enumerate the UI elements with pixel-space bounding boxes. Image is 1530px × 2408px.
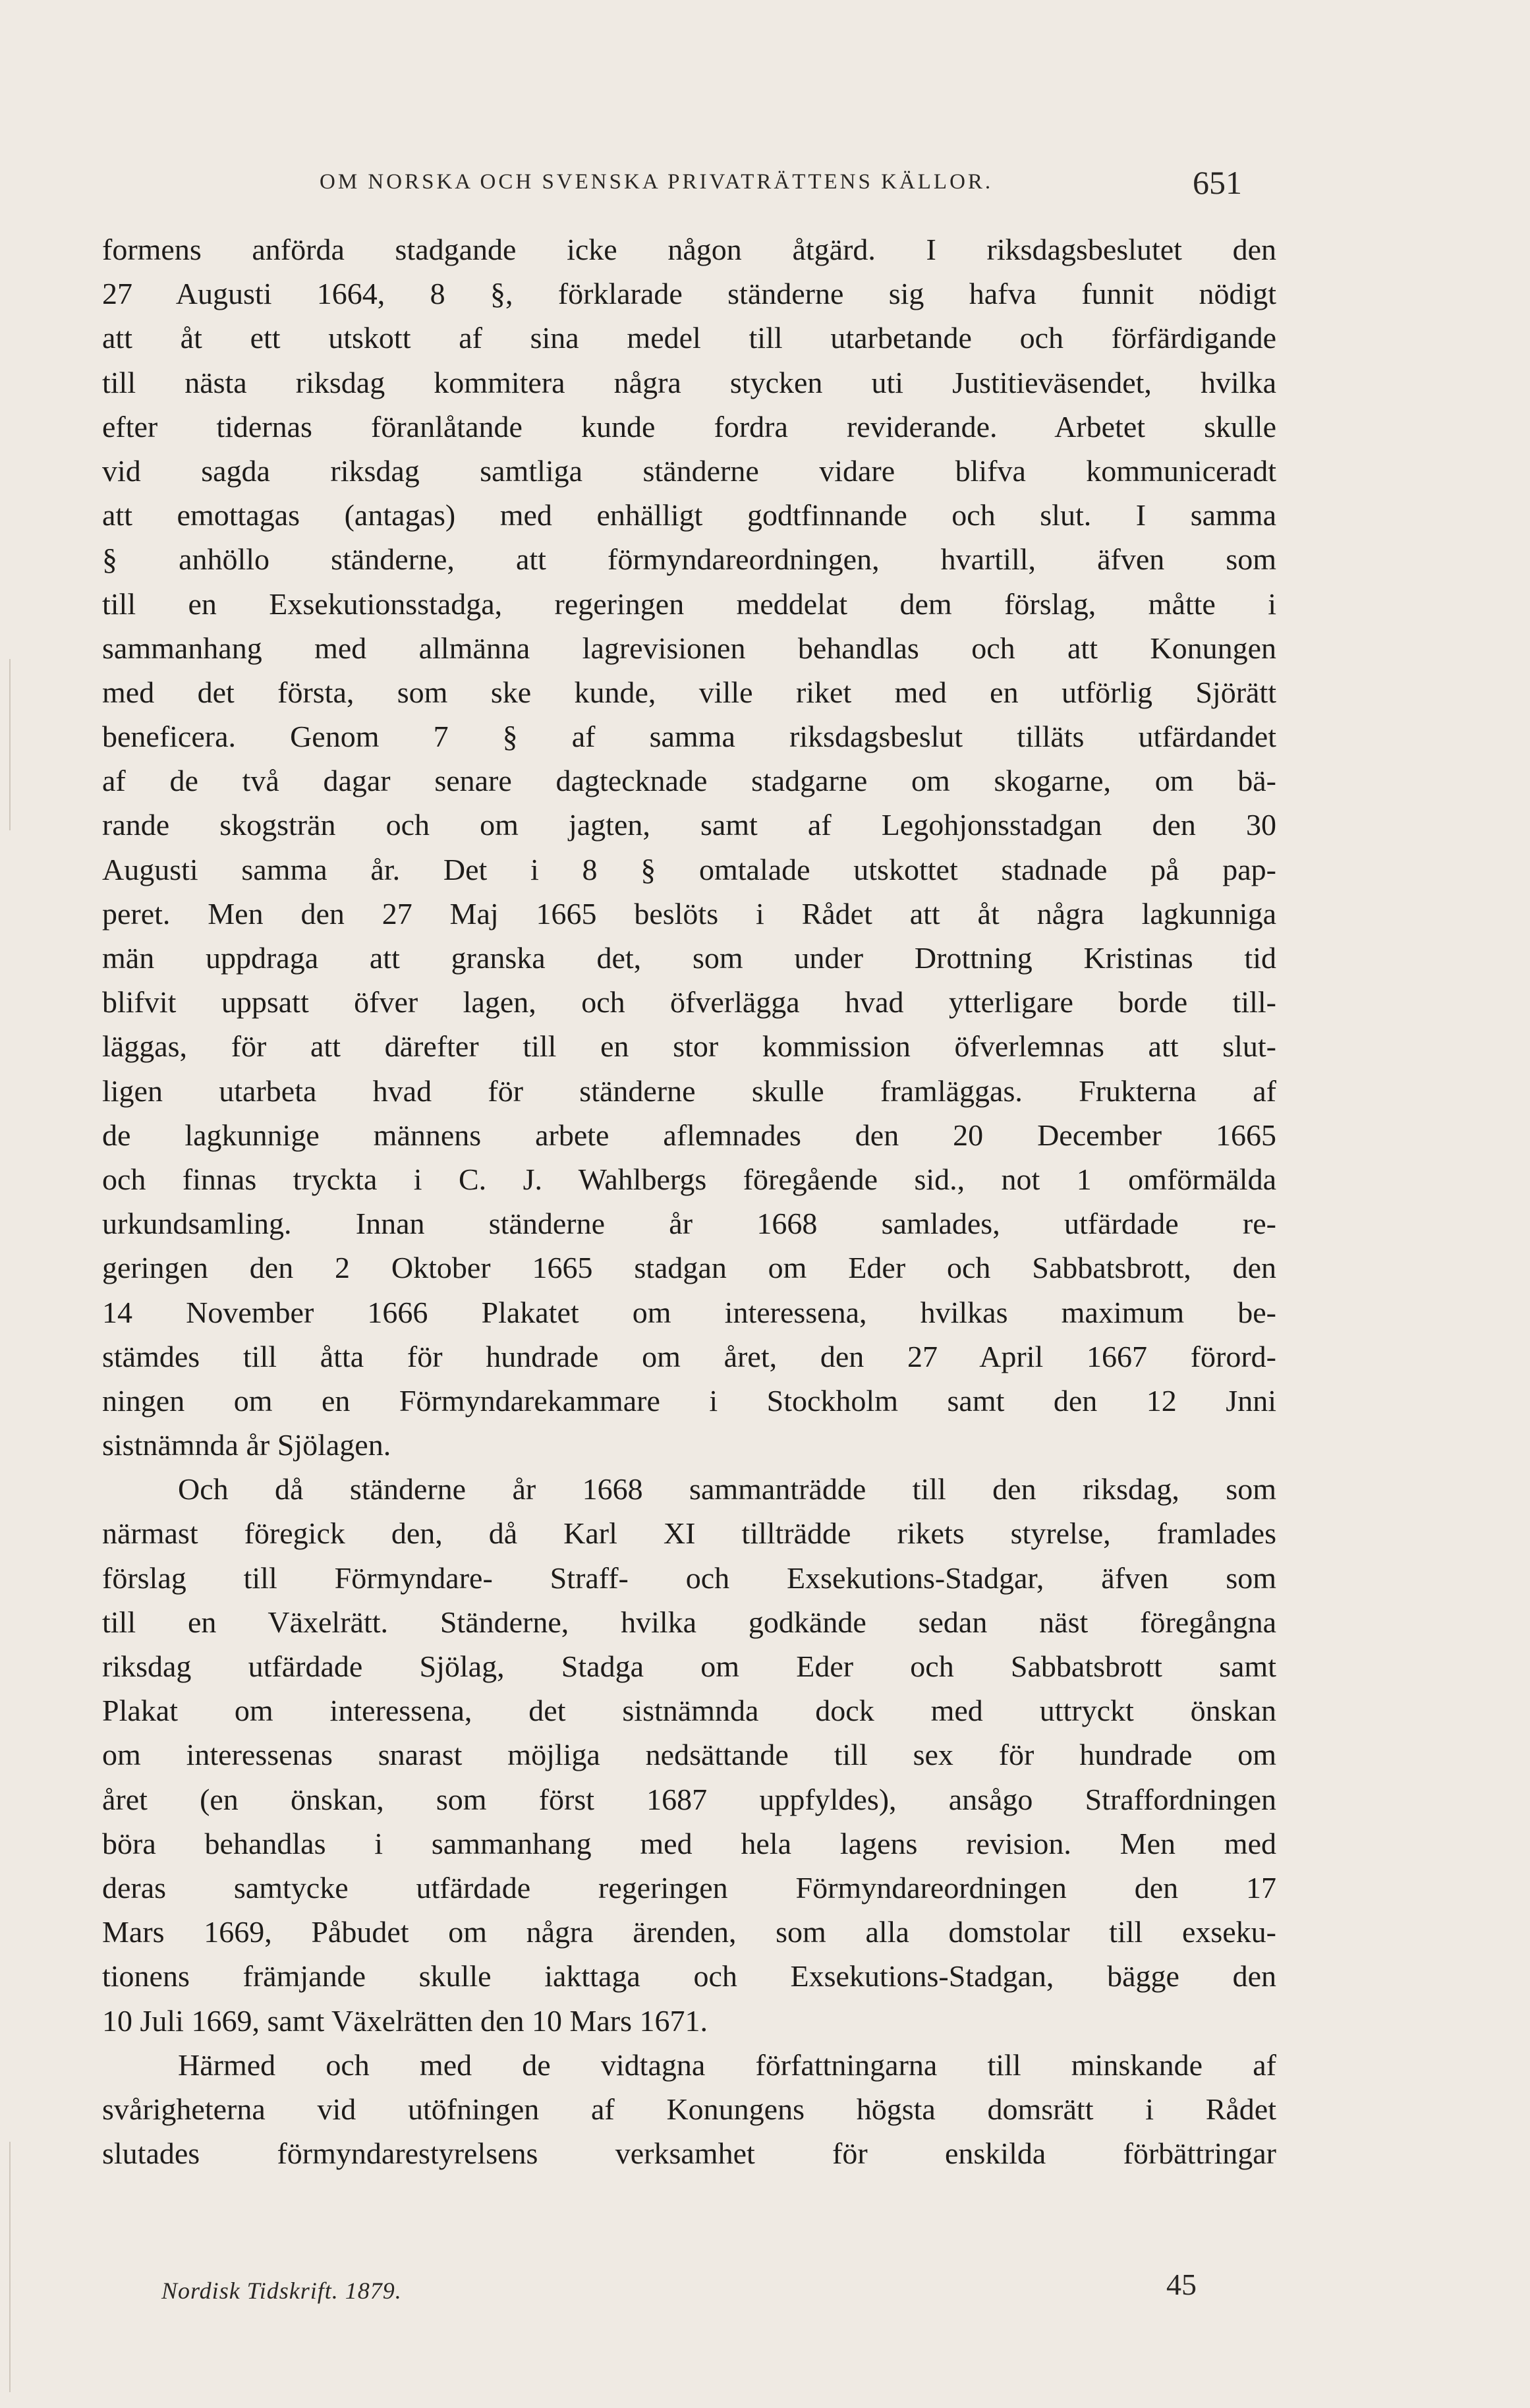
text-line: Augusti samma år. Det i 8 § omtalade utskottet stadnade på pap- xyxy=(102,852,1276,886)
text-line: förslag till Förmyndare- Straff- och Exsekutions-Stadgar, äfven som xyxy=(102,1561,1276,1595)
text-line: vid sagda riksdag samtliga ständerne vidare blifva kommuniceradt xyxy=(102,453,1276,488)
text-line: efter tidernas föranlåtande kunde fordra reviderande. Arbetet skulle xyxy=(102,409,1276,444)
text-line: om interessenas snarast möjliga nedsättande till sex för hundrade om xyxy=(102,1738,1276,1772)
text-line: formens anförda stadgande icke någon åtgärd. I riksdagsbeslutet den xyxy=(102,233,1276,266)
text-line: året (en önskan, som först 1687 uppfyldes), ansågo Straffordningen xyxy=(102,1782,1276,1816)
text-line: sistnämnda år Sjölagen. xyxy=(102,1428,391,1462)
text-line: sammanhang med allmänna lagrevisionen behandlas och att Konungen xyxy=(102,631,1276,665)
text-line: Plakat om interessena, det sistnämnda dock med uttryckt önskan xyxy=(102,1694,1276,1728)
text-line: Mars 1669, Påbudet om några ärenden, som alla domstolar till exseku- xyxy=(102,1915,1276,1949)
text-line: de lagkunnige männens arbete aflemnades den 20 December 1665 xyxy=(102,1118,1276,1152)
signature-mark: 45 xyxy=(1166,2268,1197,2301)
text-line: att åt ett utskott af sina medel till utarbetande och förfärdigande xyxy=(102,321,1276,355)
text-line: blifvit uppsatt öfver lagen, och öfverlägga hvad ytterligare borde till- xyxy=(102,985,1276,1019)
text-line: med det första, som ske kunde, ville riket med en utförlig Sjörätt xyxy=(102,675,1276,709)
text-line: 27 Augusti 1664, 8 §, förklarade ständerne sig hafva funnit nödigt xyxy=(102,277,1276,311)
text-line: tionens främjande skulle iakttaga och Exsekutions-Stadgan, bägge den xyxy=(102,1959,1276,1993)
text-line: Härmed och med de vidtagna författningarna till minskande af xyxy=(178,2048,1276,2082)
journal-footer: Nordisk Tidskrift. 1879. xyxy=(161,2278,402,2304)
text-line: till nästa riksdag kommitera några stycken uti Justitieväsendet, hvilka xyxy=(102,365,1276,399)
text-line: beneficera. Genom 7 § af samma riksdagsbeslut tilläts utfärdandet xyxy=(102,720,1276,754)
body-text xyxy=(102,227,1276,2175)
text-line: af de två dagar senare dagtecknade stadgarne om skogarne, om bä- xyxy=(102,764,1276,798)
page-header xyxy=(102,163,1242,210)
text-line: och finnas tryckta i C. J. Wahlbergs föregående sid., not 1 omförmälda xyxy=(102,1162,1276,1196)
text-line: svårigheterna vid utöfningen af Konungens högsta domsrätt i Rådet xyxy=(102,2092,1276,2126)
text-line: deras samtycke utfärdade regeringen Förmyndareordningen den 17 xyxy=(102,1870,1276,1905)
text-line: närmast föregick den, då Karl XI tillträdde rikets styrelse, framlades xyxy=(102,1516,1276,1551)
text-line: peret. Men den 27 Maj 1665 beslöts i Rådet att åt några lagkunniga xyxy=(102,896,1276,931)
text-line: 14 November 1666 Plakatet om interessena, hvilkas maximum be- xyxy=(102,1295,1276,1329)
text-line: riksdag utfärdade Sjölag, Stadga om Eder och Sabbatsbrott samt xyxy=(102,1649,1276,1683)
text-line: § anhöllo ständerne, att förmyndareordningen, hvartill, äfven som xyxy=(102,542,1276,577)
text-line: rande skogsträn och om jagten, samt af Legohjonsstadgan den 30 xyxy=(102,808,1276,842)
text-line: läggas, för att därefter till en stor kommission öfverlemnas att slut- xyxy=(102,1029,1276,1064)
text-line: ningen om en Förmyndarekammare i Stockholm samt den 12 Jnni xyxy=(102,1383,1276,1418)
text-line: till en Exsekutionsstadga, regeringen meddelat dem förslag, måtte i xyxy=(102,587,1276,621)
text-line: urkundsamling. Innan ständerne år 1668 samlades, utfärdade re- xyxy=(102,1207,1276,1241)
text-line: Och då ständerne år 1668 sammanträdde till den riksdag, som xyxy=(178,1472,1276,1506)
text-line: stämdes till åtta för hundrade om året, den 27 April 1667 förord- xyxy=(102,1339,1276,1373)
text-line: till en Växelrätt. Ständerne, hvilka godkände sedan näst föregångna xyxy=(102,1605,1276,1639)
text-line: geringen den 2 Oktober 1665 stadgan om Eder och Sabbatsbrott, den xyxy=(102,1251,1276,1285)
text-line: ligen utarbeta hvad för ständerne skulle framläggas. Frukterna af xyxy=(102,1074,1276,1108)
text-line: slutades förmyndarestyrelsens verksamhet för enskilda förbättringar xyxy=(102,2136,1276,2171)
text-line: män uppdraga att granska det, som under Drottning Kristinas tid xyxy=(102,941,1276,975)
text-line: böra behandlas i sammanhang med hela lagens revision. Men med xyxy=(102,1826,1276,1860)
page-edge-mark xyxy=(9,2142,11,2392)
text-line: att emottagas (antagas) med enhälligt godtfinnande och slut. I samma xyxy=(102,498,1276,532)
page-number: 651 xyxy=(1193,164,1242,201)
text-line: 10 Juli 1669, samt Växelrätten den 10 Mars 1671. xyxy=(102,2003,708,2038)
running-head: OM NORSKA OCH SVENSKA PRIVATRÄTTENS KÄLLOR. xyxy=(320,170,994,194)
page-edge-mark xyxy=(9,659,11,830)
